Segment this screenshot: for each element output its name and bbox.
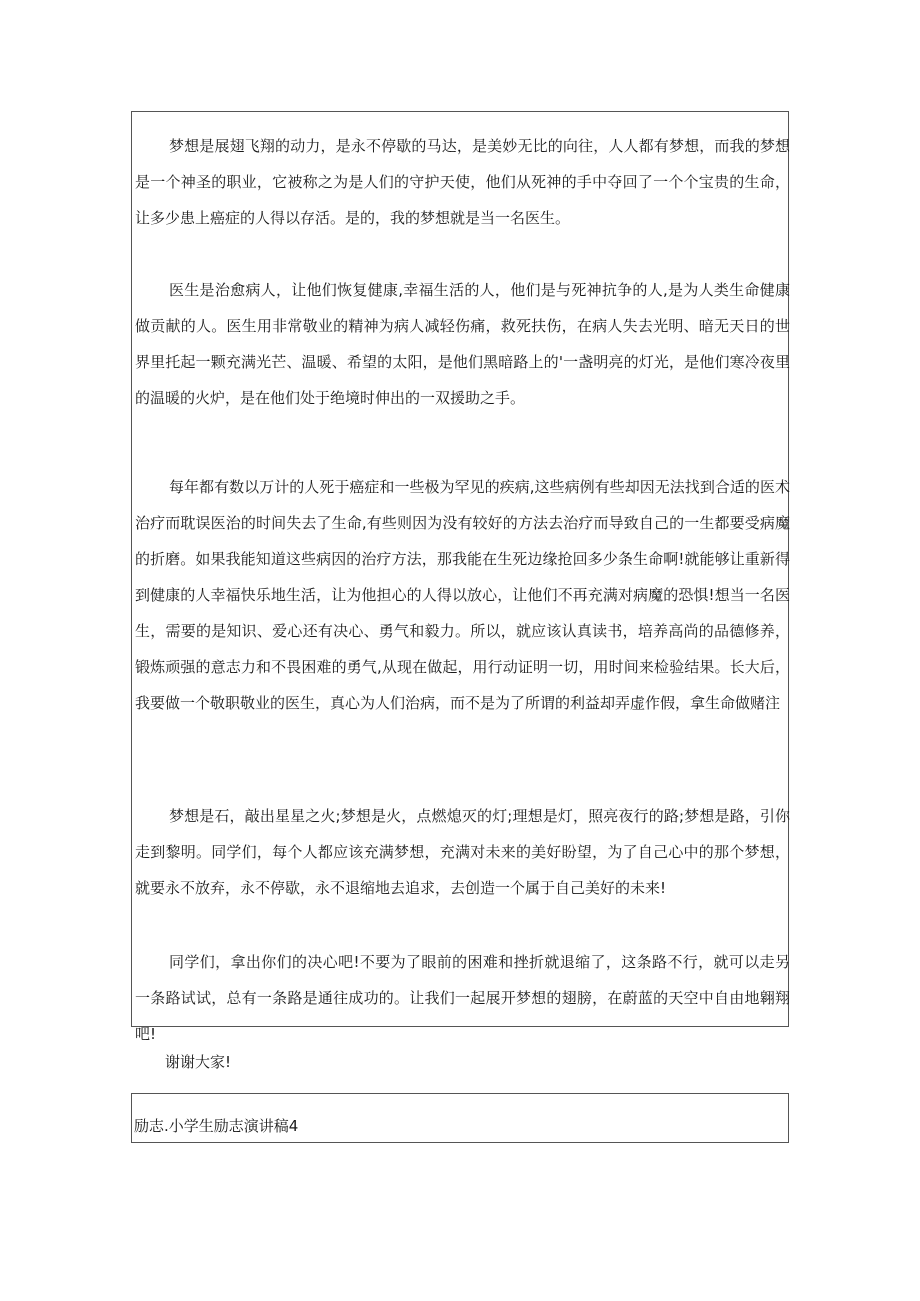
paragraph-diseases: 每年都有数以万计的人死于癌症和一些极为罕见的疾病,这些病例有些却因无法找到合适的医术治疗而耽误医治的时间失去了生命,有些则因为没有较好的方法去治疗而导致自己的一生都要受病魔的折磨。如果我能知道这些病因的治疗方法，那我能在生死边缘抢回多少条生命啊!就能够让重新得到健康的人幸福快乐地生活，让为他担心的人得以放心，让他们不再充满对病魔的恐惧!想当一名医生，需要的是知识、爱心还有决心、勇气和毅力。所以，就应该认真读书，培养高尚的品德修养，锻炼顽强的意志力和不畏困难的勇气,从现在做起，用行动证明一切，用时间来检验结果。长大后，我要做一个敬职敬业的医生，真心为人们治病，而不是为了所谓的利益却弄虚作假，拿生命做赌注	[135, 478, 790, 712]
speech-text-box	[131, 111, 790, 1043]
paragraph-doctor-role: 医生是治愈病人，让他们恢复健康,幸福生活的人，他们是与死神抗争的人,是为人类生命健康做贡献的人。医生用非常敬业的精神为病人减轻伤痛，救死扶伤，在病人失去光明、暗无天日的世界里托起一颗充满光芒、温暖、希望的太阳，是他们黑暗路上的'一盏明亮的灯光，是他们寒冷夜里的温暖的火炉，是在他们处于绝境时伸出的一双援助之手。	[135, 281, 790, 407]
closing-thanks: 谢谢大家!	[165, 1053, 232, 1071]
paragraph-call-to-action: 同学们，拿出你们的决心吧!不要为了眼前的困难和挫折就退缩了，这条路不行，就可以走另一条路试试，总有一条路是通往成功的。让我们一起展开梦想的翅膀，在蔚蓝的天空中自由地翱翔吧!	[135, 953, 790, 1043]
next-section-title-box	[131, 1093, 789, 1143]
paragraph-dream-metaphor: 梦想是石，敲出星星之火;梦想是火，点燃熄灭的灯;理想是灯，照亮夜行的路;梦想是路，引你走到黎明。同学们，每个人都应该充满梦想，充满对未来的美好盼望，为了自己心中的那个梦想，就要永不放弃，永不停歇，永不退缩地去追求，去创造一个属于自己美好的未来!	[135, 807, 790, 897]
paragraph-dream-intro: 梦想是展翅飞翔的动力，是永不停歇的马达，是美妙无比的向往，人人都有梦想，而我的梦想是一个神圣的职业，它被称之为是人们的守护天使，他们从死神的手中夺回了一个个宝贵的生命，让多少患上癌症的人得以存活。是的，我的梦想就是当一名医生。	[135, 137, 790, 227]
next-section-title: 励志.小学生励志演讲稿4	[134, 1117, 299, 1135]
